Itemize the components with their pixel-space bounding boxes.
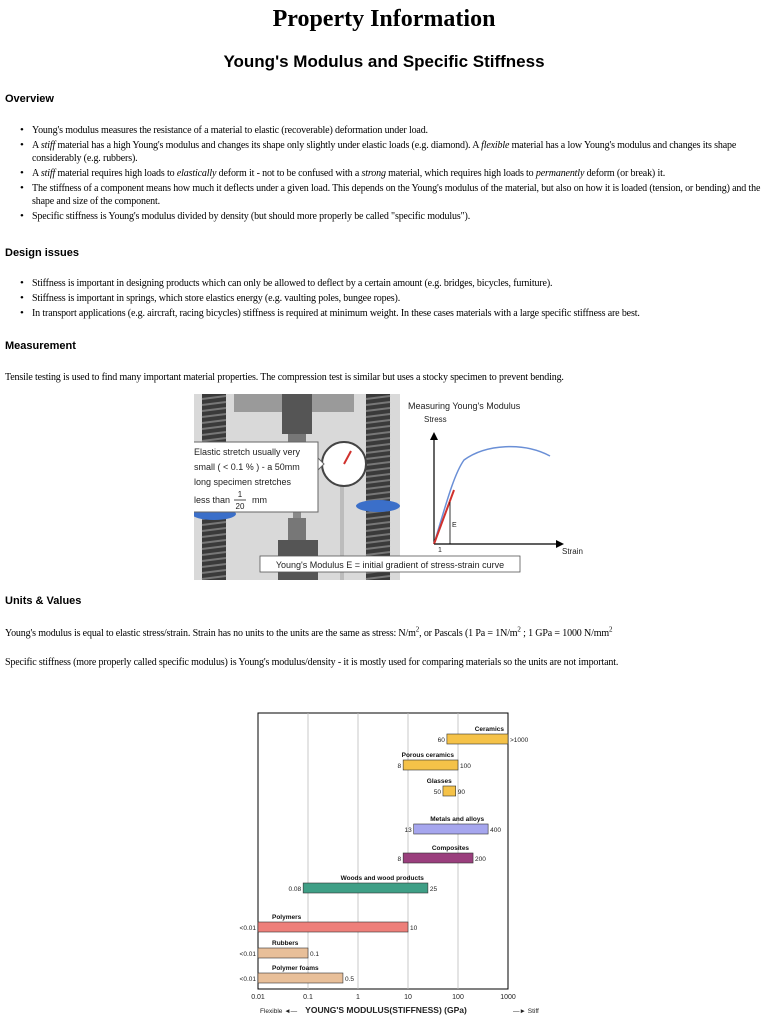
series-name-label: Porous ceramics — [401, 752, 454, 759]
bar-min-label: <0.01 — [239, 951, 256, 958]
overview-item — [20, 182, 764, 208]
design-issue-item: • Stiffness is important in designing products which can only be allowed to deflect by a certain amount (e.g. bridges, bicycles, furniture). — [20, 277, 764, 290]
unit-strain-label: 1 — [438, 547, 442, 554]
callout-line-2: small ( < 0.1 % ) - a 50mm — [194, 462, 300, 472]
x-axis-label: YOUNG'S MODULUS(STIFFNESS) (GPa) — [305, 1005, 467, 1015]
fraction-unit: mm — [252, 495, 267, 505]
bar-min-label: <0.01 — [239, 925, 256, 932]
chart-plot-area — [258, 713, 508, 989]
range-bar — [443, 786, 456, 796]
strain-axis-label: Strain — [562, 547, 583, 556]
x-tick-label: 10 — [404, 994, 412, 1001]
overview-heading: Overview — [5, 93, 54, 105]
x-tick-label: 1000 — [500, 994, 516, 1001]
overview-item — [20, 167, 764, 180]
emphasis-text: stiff — [40, 140, 56, 151]
design-issue-item: • In transport applications (e.g. aircraft, racing bicycles) stiffness is required at minimum weight. In these cases materials with a large specific stiffness are best. — [20, 307, 764, 320]
series-name-label: Glasses — [426, 778, 452, 785]
overview-list — [20, 124, 764, 225]
overview-item — [20, 139, 764, 165]
item-text: material has a high Young's modulus and changes its shape only slightly under elastic loads (e.g. diamond). A — [55, 140, 482, 151]
fraction-numerator: 1 — [237, 490, 243, 499]
range-bar — [403, 760, 458, 770]
series-name-label: Rubbers — [272, 940, 299, 947]
item-text: material, which requires high loads to — [385, 168, 536, 179]
upper-grip — [282, 394, 312, 434]
right-blue-collar — [356, 500, 400, 512]
x-tick-label: 0.1 — [303, 994, 313, 1001]
page-title: Property Information — [272, 6, 496, 32]
bar-max-label: >1000 — [510, 737, 529, 744]
stress-axis-label: Stress — [424, 415, 447, 424]
design-issues-list — [20, 277, 764, 322]
youngs-modulus-chart — [230, 708, 540, 1020]
range-bar — [414, 824, 488, 834]
bar-max-label: 100 — [460, 763, 471, 770]
x-left-note: Flexible ◄— — [260, 1008, 298, 1015]
emphasis-text: strong — [361, 168, 386, 179]
x-right-note: —► Stiff — [513, 1008, 539, 1015]
gradient-e-label: E — [452, 522, 457, 529]
fraction-denominator: 20 — [235, 502, 245, 511]
bar-max-label: 0.5 — [344, 976, 354, 983]
range-bar — [303, 883, 428, 893]
emphasis-text: elastically — [176, 168, 217, 179]
bar-min-label: 0.08 — [288, 886, 302, 893]
item-text: material requires high loads to — [55, 168, 177, 179]
range-bar — [258, 973, 343, 983]
bar-max-label: 400 — [490, 827, 501, 834]
series-name-label: Composites — [431, 845, 470, 852]
measurement-text: Tensile testing is used to find many important material properties. The compression test is similar but uses a stocky specimen to prevent bending. — [5, 372, 564, 383]
range-bar — [258, 948, 308, 958]
right-screw-column — [366, 394, 390, 580]
item-text: The stiffness of a component means how much it deflects under a given load. This depends on the Young's modulus of the material, but also on how it is loaded (tension, or bending) and the shape and size of the component. — [32, 183, 761, 207]
bar-min-label: <0.01 — [239, 976, 256, 983]
bar-max-label: 200 — [475, 856, 486, 863]
units-p1-part-b: , or Pascals (1 Pa = 1N/m — [419, 628, 518, 639]
figure-caption: Young's Modulus E = initial gradient of stress-strain curve — [275, 560, 505, 570]
overview-item — [20, 124, 764, 137]
measurement-heading: Measurement — [5, 340, 76, 352]
x-tick-label: 100 — [452, 994, 464, 1001]
x-tick-label: 1 — [356, 994, 360, 1001]
units-paragraph-1 — [5, 627, 612, 640]
range-bar — [403, 853, 473, 863]
series-name-label: Polymer foams — [272, 965, 319, 972]
bar-min-label: 8 — [397, 763, 402, 770]
emphasis-text: flexible — [481, 140, 510, 151]
series-name-label: Polymers — [272, 914, 302, 921]
series-name-label: Woods and wood products — [340, 875, 424, 882]
item-text: Young's modulus measures the resistance of a material to elastic (recoverable) deformation under load. — [32, 125, 428, 136]
units-p1-part-a: Young's modulus is equal to elastic stress/strain. Strain has no units to the units are the same as stress: N/m — [5, 628, 416, 639]
elastic-stretch-callout — [194, 442, 324, 512]
bar-max-label: 0.1 — [310, 951, 320, 958]
units-p1-sup-1: 2 — [415, 625, 420, 634]
range-bar — [447, 734, 508, 744]
page-subtitle: Young's Modulus and Specific Stiffness — [223, 52, 545, 71]
callout-line-3: long specimen stretches — [194, 477, 292, 487]
design-issue-item: • Stiffness is important in springs, which store elastics energy (e.g. vaulting poles, bungee ropes). — [20, 292, 764, 305]
units-p1-sup-3: 2 — [608, 625, 613, 634]
item-text: material has a low Young's modulus and changes its shape considerably (e.g. rubbers). — [32, 140, 737, 164]
units-paragraph-2: Specific stiffness (more properly called specific modulus) is Young's modulus/density - it is mostly used for comparing materials so the units are not important. — [5, 657, 619, 668]
item-text: Specific stiffness is Young's modulus divided by density (but should more properly be called "specific modulus"). — [32, 211, 471, 222]
item-text: A — [32, 168, 41, 179]
emphasis-text: permanently — [535, 168, 585, 179]
design-issues-heading: Design issues — [5, 247, 79, 259]
bar-max-label: 25 — [429, 886, 438, 893]
x-tick-label: 0.01 — [251, 994, 265, 1001]
series-name-label: Ceramics — [474, 726, 504, 733]
bar-min-label: 60 — [437, 737, 445, 744]
callout-line-1: Elastic stretch usually very — [194, 447, 301, 457]
graph-title: Measuring Young's Modulus — [408, 401, 521, 411]
bar-max-label: 10 — [410, 925, 418, 932]
item-text: A — [32, 140, 41, 151]
range-bar — [258, 922, 408, 932]
overview-item — [20, 210, 764, 223]
bar-max-label: 90 — [457, 789, 465, 796]
units-p1-part-c: ; 1 GPa = 1000 N/mm — [520, 628, 609, 639]
units-p1-sup-2: 2 — [517, 625, 521, 634]
tensile-test-figure — [194, 394, 590, 580]
bar-min-label: 8 — [397, 856, 402, 863]
emphasis-text: stiff — [40, 168, 56, 179]
units-values-heading: Units & Values — [5, 595, 82, 607]
bar-min-label: 13 — [404, 827, 412, 834]
item-text: deform (or break) it. — [584, 168, 666, 179]
bar-min-label: 50 — [433, 789, 441, 796]
callout-line-4: less than — [194, 495, 231, 505]
series-name-label: Metals and alloys — [430, 816, 485, 823]
item-text: deform it - not to be confused with a — [216, 168, 362, 179]
